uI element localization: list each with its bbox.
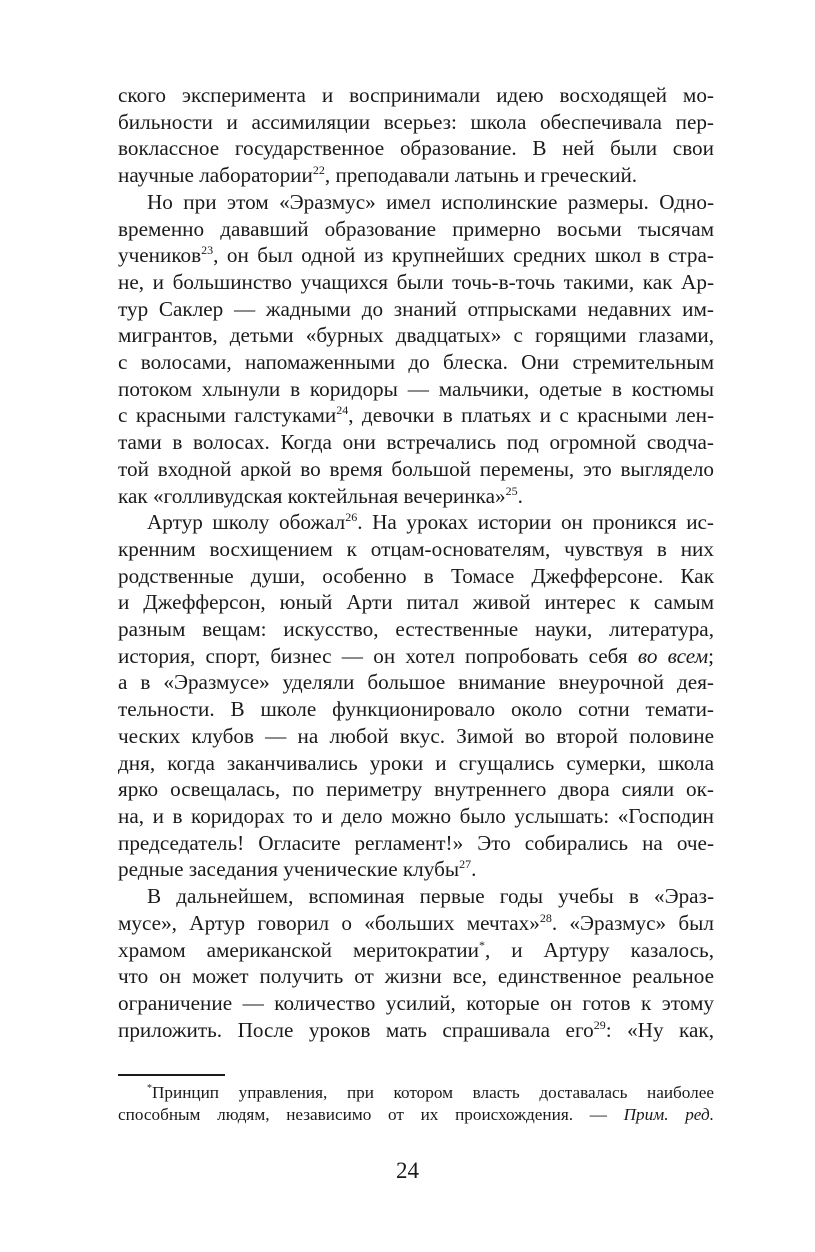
text-line [118,349,714,376]
line-text: ограничение — количество усилий, которые он готов к этому [118,990,714,1015]
text-line [118,696,714,723]
line-text: ческих клубов — на любой вкус. Зимой во второй половине [118,723,714,748]
line-text: мигрантов, детьми «бурных двадцатых» с горящими глазами, [118,323,714,348]
line-text: кренним восхищением к отцам-основателям, чувствуя в них [118,536,714,561]
footnote [118,1082,714,1126]
page-number: 24 [396,1158,419,1183]
text-line [118,937,714,964]
text-line [118,429,714,456]
line-text: председатель! Огласите регламент!» Это собирались на оче- [118,830,714,855]
footnote-reference[interactable]: 29 [593,1017,606,1032]
line-text: ; [708,643,715,668]
line-text: не, и большинство учащихся были точь-в-точь такими, как Ар- [118,269,714,294]
text-line [118,963,714,990]
line-text: . [471,857,477,882]
line-text: с красными галстуками [118,403,337,428]
line-text: редные заседания ученические клубы [118,857,460,882]
body-text [118,82,714,1043]
emphasis: во всем [637,643,709,668]
line-text: той входной аркой во время большой перемены, это выглядело [118,456,714,481]
page-body [118,82,714,1043]
text-line [118,483,714,510]
text-line [118,830,714,857]
text-line [118,856,714,883]
footnote-editor-note: Прим. ред. [623,1105,715,1124]
line-text: учеников [118,243,202,268]
text-line [118,402,714,429]
footnote-line-2 [118,1104,714,1126]
footnote-text-1: Принцип управления, при котором власть доставалась наиболее [152,1083,714,1102]
line-text: с волосами, напомаженными до блеска. Они стремительным [118,350,714,375]
line-text: а в «Эразмусе» уделяли большое внимание внеурочной дея- [118,670,714,695]
line-text: и Джефферсон, юный Арти питал живой интерес к самым [118,590,714,615]
text-line [118,82,714,109]
footnote-reference[interactable]: * [478,937,485,952]
text-line [118,456,714,483]
line-text: бильности и ассимиляции всерьез: школа обеспечивала пер- [118,109,714,134]
text-line [118,910,714,937]
text-line [118,563,714,590]
line-text: Артур школу обожал [147,510,346,535]
text-line [118,189,714,216]
line-text: , он был одной из крупнейших средних школ в стра- [213,243,714,268]
footnote-reference[interactable]: 24 [336,403,349,418]
line-text: на, и в коридорах то и дело можно было услышать: «Господин [118,803,714,828]
line-text: В дальнейшем, вспоминая первые годы учебы в «Эраз- [147,884,714,909]
line-text: . На уроках истории он проникся ис- [357,510,714,535]
line-text: тельности. В школе функционировало около сотни темати- [118,697,714,722]
footnote-marker: * [147,1083,152,1094]
text-line [118,643,714,670]
line-text: потоком хлынули в коридоры — мальчики, одетые в костюмы [118,376,714,401]
line-text: тами в волосах. Когда они встречались под огромной сводча- [118,430,714,455]
text-line [118,162,714,189]
footnote-rule [118,1074,225,1076]
line-text: воклассное государственное образование. В ней были свои [118,136,714,161]
line-text: родственные души, особенно в Томасе Джефферсоне. Как [118,563,714,588]
text-line [118,242,714,269]
paragraph [118,189,714,509]
footnote-reference[interactable]: 27 [459,857,472,872]
footnote-reference[interactable]: 25 [505,483,518,498]
line-text: , преподавали латынь и греческий. [324,163,638,188]
line-text: что он может получить от жизни все, единственное реальное [118,964,714,989]
line-text: храмом американской меритократии [118,937,479,962]
text-line [118,536,714,563]
footnote-reference[interactable]: 22 [312,163,325,178]
line-text: . «Эразмус» был [551,910,714,935]
text-line [118,1017,714,1044]
text-line [118,803,714,830]
footnote-reference[interactable]: 23 [201,243,214,258]
text-line [118,376,714,403]
line-text: мусе», Артур говорил о «больших мечтах» [118,910,540,935]
text-line [118,776,714,803]
paragraph [118,509,714,883]
text-line [118,589,714,616]
text-line [118,723,714,750]
footnote-reference[interactable]: 28 [539,910,552,925]
line-text: научные лаборатории [118,163,313,188]
line-text: приложить. После уроков мать спрашивала его [118,1017,594,1042]
text-line [118,322,714,349]
paragraph [118,883,714,1043]
line-text: . [517,483,523,508]
line-text: разным вещам: искусство, естественные науки, литература, [118,617,714,642]
line-text: дня, когда заканчивались уроки и сгущались сумерки, школа [118,750,714,775]
footnote-line-1 [118,1082,714,1104]
line-text: тур Саклер — жадными до знаний отпрысками недавних им- [118,296,714,321]
line-text: ского эксперимента и воспринимали идею восходящей мо- [118,83,714,107]
text-line [118,509,714,536]
text-line [118,669,714,696]
text-line [118,269,714,296]
text-line [118,990,714,1017]
text-line [118,750,714,777]
text-line [118,296,714,323]
text-line [118,135,714,162]
line-text: Но при этом «Эразмус» имел исполинские размеры. Одно- [147,189,714,214]
line-text: история, спорт, бизнес — он хотел попробовать себя [118,643,638,668]
text-line [118,883,714,910]
line-text: как «голливудская коктейльная вечеринка» [118,483,506,508]
line-text: : «Ну как, [605,1017,714,1042]
text-line [118,616,714,643]
line-text: ярко освещалась, по периметру внутреннего двора сияли ок- [118,777,714,802]
footnote-reference[interactable]: 26 [345,510,358,525]
footnote-text-2: способным людям, независимо от их происхождения. — [118,1105,624,1124]
line-text: временно дававший образование примерно восьми тысячам [118,216,714,241]
text-line [118,216,714,243]
line-text: , девочки в платьях и с красными лен- [348,403,714,428]
text-line [118,109,714,136]
paragraph [118,82,714,189]
line-text: , и Артуру казалось, [484,937,714,962]
